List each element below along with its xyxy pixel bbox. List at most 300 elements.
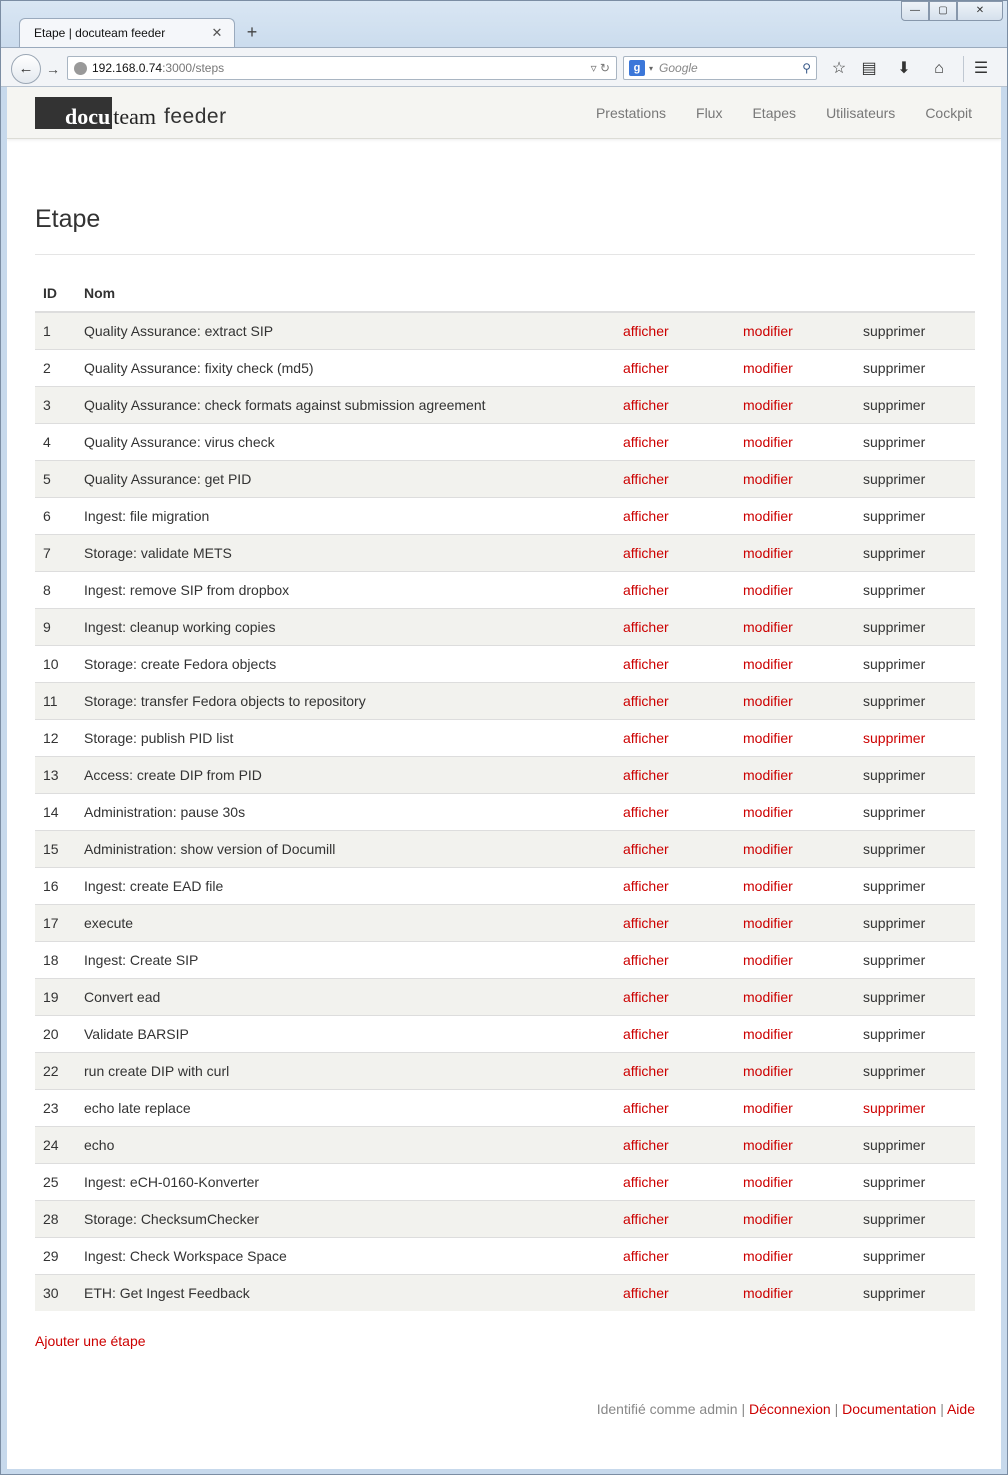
edit-link[interactable]: modifier	[743, 396, 793, 413]
table-row	[35, 1052, 975, 1089]
site-navbar	[7, 87, 1001, 139]
logged-in-text: Identifié comme admin	[596, 1401, 738, 1417]
globe-icon	[74, 62, 87, 75]
show-link[interactable]: afficher	[623, 729, 669, 746]
url-host: 192.168.0.74	[92, 61, 163, 75]
delete-link[interactable]: supprimer	[863, 1284, 926, 1301]
edit-link[interactable]: modifier	[743, 1247, 793, 1264]
step-id: 4	[43, 433, 51, 450]
brand-logo[interactable]	[35, 97, 227, 129]
back-button[interactable]	[11, 54, 41, 84]
table-header-row	[35, 275, 975, 312]
web-page	[7, 87, 1001, 1469]
show-link[interactable]: afficher	[623, 951, 669, 968]
table-cell	[735, 645, 855, 682]
delete-link[interactable]: supprimer	[863, 1136, 926, 1153]
step-id: 9	[43, 618, 51, 635]
edit-link[interactable]: modifier	[743, 433, 793, 450]
step-name: Storage: transfer Fedora objects to repository	[84, 692, 366, 709]
back-arrow-icon: ←	[18, 60, 34, 77]
main-content	[35, 139, 975, 1349]
table-row	[35, 571, 975, 608]
table-cell	[35, 1052, 76, 1089]
table-cell	[76, 719, 615, 756]
step-id: 2	[43, 359, 51, 376]
table-cell	[76, 1163, 615, 1200]
show-link[interactable]: afficher	[623, 655, 669, 672]
table-cell	[35, 423, 76, 460]
show-link[interactable]: afficher	[623, 507, 669, 524]
header-edit	[735, 275, 855, 312]
show-link[interactable]: afficher	[623, 1025, 669, 1042]
show-link[interactable]: afficher	[623, 1284, 669, 1301]
table-cell	[735, 682, 855, 719]
new-tab-button[interactable]: +	[246, 22, 258, 42]
table-cell	[735, 349, 855, 386]
table-cell	[35, 386, 76, 423]
table-row	[35, 349, 975, 386]
table-cell	[35, 460, 76, 497]
add-step-link[interactable]: Ajouter une étape	[35, 1333, 146, 1349]
footer-separator: |	[741, 1401, 746, 1417]
step-name: Validate BARSIP	[84, 1025, 189, 1042]
table-cell	[35, 904, 76, 941]
table-cell	[76, 904, 615, 941]
table-cell	[615, 1200, 735, 1237]
delete-link[interactable]: supprimer	[863, 951, 926, 968]
step-name: Storage: publish PID list	[84, 729, 234, 746]
step-id: 19	[43, 988, 59, 1005]
tab-strip	[1, 1, 1007, 47]
show-link[interactable]: afficher	[623, 914, 669, 931]
delete-link[interactable]: supprimer	[863, 433, 926, 450]
table-cell	[855, 978, 975, 1015]
table-cell	[35, 1015, 76, 1052]
header-show	[615, 275, 735, 312]
table-cell	[76, 497, 615, 534]
table-cell	[735, 1163, 855, 1200]
delete-link[interactable]: supprimer	[863, 692, 926, 709]
step-id: 16	[43, 877, 59, 894]
step-name: Ingest: create EAD file	[84, 877, 224, 894]
footer-separator: |	[940, 1401, 944, 1417]
step-id: 8	[43, 581, 51, 598]
download-icon[interactable]: ⬇	[897, 60, 911, 77]
window-close-button[interactable]: ✕	[957, 1, 1003, 21]
edit-link[interactable]: modifier	[743, 581, 793, 598]
delete-link[interactable]: supprimer	[863, 618, 926, 635]
show-link[interactable]: afficher	[623, 581, 669, 598]
edit-link[interactable]: modifier	[743, 914, 793, 931]
delete-link[interactable]: supprimer	[863, 470, 926, 487]
table-cell	[855, 1089, 975, 1126]
edit-link[interactable]: modifier	[743, 618, 793, 635]
table-row	[35, 1126, 975, 1163]
delete-link[interactable]: supprimer	[863, 729, 926, 746]
delete-link[interactable]: supprimer	[863, 581, 926, 598]
delete-link[interactable]: supprimer	[863, 359, 926, 376]
table-row	[35, 1237, 975, 1274]
table-cell	[735, 941, 855, 978]
edit-link[interactable]: modifier	[743, 840, 793, 857]
table-row	[35, 904, 975, 941]
table-row	[35, 645, 975, 682]
edit-link[interactable]: modifier	[743, 729, 793, 746]
table-cell	[735, 460, 855, 497]
table-cell	[855, 386, 975, 423]
table-row	[35, 423, 975, 460]
step-name: Quality Assurance: check formats against submission agreement	[84, 396, 486, 413]
table-cell	[76, 682, 615, 719]
menu-icon[interactable]: ☰	[973, 60, 989, 77]
search-bar[interactable]	[623, 56, 817, 80]
show-link[interactable]: afficher	[623, 433, 669, 450]
forward-arrow-icon: →	[46, 61, 60, 77]
url-bar[interactable]	[67, 56, 617, 80]
step-name: Ingest: Check Workspace Space	[84, 1247, 287, 1264]
show-link[interactable]: afficher	[623, 1099, 669, 1116]
table-row	[35, 497, 975, 534]
table-cell	[76, 534, 615, 571]
show-link[interactable]: afficher	[623, 618, 669, 635]
menu-item-flux[interactable]: Flux	[696, 105, 723, 121]
table-cell	[35, 497, 76, 534]
table-cell	[855, 904, 975, 941]
table-cell	[35, 1274, 76, 1311]
table-cell	[76, 645, 615, 682]
table-cell	[615, 1089, 735, 1126]
table-cell	[35, 608, 76, 645]
edit-link[interactable]: modifier	[743, 951, 793, 968]
step-id: 30	[43, 1284, 59, 1301]
delete-link[interactable]: supprimer	[863, 914, 926, 931]
delete-link[interactable]: supprimer	[863, 544, 926, 561]
table-cell	[35, 1163, 76, 1200]
table-cell	[855, 1015, 975, 1052]
table-cell	[615, 867, 735, 904]
show-link[interactable]: afficher	[623, 766, 669, 783]
edit-link[interactable]: modifier	[743, 1136, 793, 1153]
step-name: Ingest: cleanup working copies	[84, 618, 276, 635]
table-cell	[615, 460, 735, 497]
home-icon[interactable]: ⌂	[934, 60, 944, 77]
minimize-button[interactable]: —	[901, 1, 929, 21]
table-cell	[615, 1274, 735, 1311]
tab-close-icon[interactable]: ✕	[211, 25, 223, 40]
search-engine-dropdown-icon[interactable]: ▾	[649, 63, 654, 73]
table-cell	[76, 460, 615, 497]
delete-link[interactable]: supprimer	[863, 1099, 926, 1116]
table-row	[35, 867, 975, 904]
show-link[interactable]: afficher	[623, 1136, 669, 1153]
step-id: 15	[43, 840, 59, 857]
delete-link[interactable]: supprimer	[863, 322, 926, 339]
steps-table	[35, 275, 975, 1311]
table-cell	[855, 608, 975, 645]
show-link[interactable]: afficher	[623, 1173, 669, 1190]
step-name: Ingest: file migration	[84, 507, 210, 524]
menu-item-utilisateurs[interactable]: Utilisateurs	[826, 105, 896, 121]
delete-link[interactable]: supprimer	[863, 655, 926, 672]
show-link[interactable]: afficher	[623, 1210, 669, 1227]
help-link[interactable]: Aide	[946, 1401, 975, 1417]
table-cell	[35, 756, 76, 793]
table-cell	[855, 571, 975, 608]
table-cell	[615, 349, 735, 386]
table-cell	[735, 904, 855, 941]
forward-button[interactable]	[41, 57, 65, 81]
delete-link[interactable]: supprimer	[863, 988, 926, 1005]
table-cell	[855, 1126, 975, 1163]
edit-link[interactable]: modifier	[743, 322, 793, 339]
edit-link[interactable]: modifier	[743, 692, 793, 709]
table-cell	[735, 1274, 855, 1311]
table-cell	[855, 1274, 975, 1311]
step-id: 18	[43, 951, 59, 968]
delete-link[interactable]: supprimer	[863, 1247, 926, 1264]
menu-item-etapes[interactable]: Etapes	[752, 105, 797, 121]
show-link[interactable]: afficher	[623, 396, 669, 413]
step-name: Access: create DIP from PID	[84, 766, 262, 783]
edit-link[interactable]: modifier	[743, 766, 793, 783]
table-cell	[855, 719, 975, 756]
step-id: 23	[43, 1099, 59, 1116]
table-cell	[735, 978, 855, 1015]
table-row	[35, 719, 975, 756]
delete-link[interactable]: supprimer	[863, 766, 926, 783]
toolbar-divider	[963, 56, 964, 82]
table-cell	[735, 312, 855, 349]
table-cell	[76, 1200, 615, 1237]
step-id: 10	[43, 655, 59, 672]
show-link[interactable]: afficher	[623, 322, 669, 339]
table-cell	[615, 904, 735, 941]
table-cell	[35, 867, 76, 904]
page-footer	[597, 1401, 975, 1417]
table-cell	[615, 571, 735, 608]
table-cell	[735, 534, 855, 571]
menu-item-prestations[interactable]: Prestations	[595, 105, 667, 121]
page-title: Etape	[35, 205, 101, 233]
table-cell	[855, 497, 975, 534]
table-cell	[735, 1237, 855, 1274]
table-cell	[735, 497, 855, 534]
table-row	[35, 460, 975, 497]
step-id: 1	[43, 322, 51, 339]
table-row	[35, 312, 975, 349]
step-name: Storage: validate METS	[84, 544, 232, 561]
table-cell	[855, 460, 975, 497]
show-link[interactable]: afficher	[623, 544, 669, 561]
step-id: 29	[43, 1247, 59, 1264]
table-cell	[615, 941, 735, 978]
table-row	[35, 1274, 975, 1311]
table-cell	[76, 867, 615, 904]
table-cell	[735, 423, 855, 460]
show-link[interactable]: afficher	[623, 988, 669, 1005]
window-controls	[901, 1, 1003, 21]
edit-link[interactable]: modifier	[743, 988, 793, 1005]
table-cell	[76, 571, 615, 608]
table-cell	[855, 1237, 975, 1274]
table-cell	[615, 645, 735, 682]
table-cell	[615, 1015, 735, 1052]
step-name: Ingest: remove SIP from dropbox	[84, 581, 290, 598]
edit-link[interactable]: modifier	[743, 877, 793, 894]
table-cell	[35, 1089, 76, 1126]
table-cell	[615, 1237, 735, 1274]
table-cell	[76, 312, 615, 349]
documentation-link[interactable]: Documentation	[842, 1401, 937, 1417]
table-cell	[735, 1015, 855, 1052]
brand-feeder: feeder	[164, 105, 227, 128]
table-row	[35, 941, 975, 978]
browser-tab[interactable]	[19, 18, 235, 47]
step-id: 14	[43, 803, 59, 820]
table-cell	[76, 1015, 615, 1052]
table-cell	[855, 534, 975, 571]
table-row	[35, 386, 975, 423]
delete-link[interactable]: supprimer	[863, 803, 926, 820]
edit-link[interactable]: modifier	[743, 470, 793, 487]
table-cell	[855, 941, 975, 978]
maximize-button[interactable]: ▢	[929, 1, 957, 21]
step-id: 17	[43, 914, 59, 931]
table-cell	[735, 1089, 855, 1126]
delete-link[interactable]: supprimer	[863, 1062, 926, 1079]
step-id: 28	[43, 1210, 59, 1227]
bookmarks-list-icon[interactable]: ▤	[861, 60, 877, 77]
step-id: 5	[43, 470, 51, 487]
edit-link[interactable]: modifier	[743, 544, 793, 561]
table-cell	[615, 1126, 735, 1163]
step-name: Storage: create Fedora objects	[84, 655, 277, 672]
step-id: 24	[43, 1136, 59, 1153]
edit-link[interactable]: modifier	[743, 1025, 793, 1042]
table-cell	[855, 312, 975, 349]
table-cell	[76, 941, 615, 978]
table-row	[35, 830, 975, 867]
edit-link[interactable]: modifier	[743, 1173, 793, 1190]
show-link[interactable]: afficher	[623, 1062, 669, 1079]
table-cell	[615, 534, 735, 571]
table-cell	[615, 608, 735, 645]
bookmark-star-icon[interactable]: ☆	[831, 60, 847, 77]
table-cell	[35, 534, 76, 571]
header-delete	[855, 275, 975, 312]
delete-link[interactable]: supprimer	[863, 840, 926, 857]
table-cell	[35, 1126, 76, 1163]
table-cell	[735, 1200, 855, 1237]
search-icon[interactable]: ⚲	[802, 61, 811, 75]
table-cell	[615, 423, 735, 460]
table-cell	[35, 941, 76, 978]
table-cell	[76, 349, 615, 386]
reload-icon[interactable]: ▿ ↻	[590, 61, 610, 75]
table-cell	[855, 349, 975, 386]
step-id: 25	[43, 1173, 59, 1190]
header-id: ID	[35, 275, 76, 312]
table-cell	[35, 978, 76, 1015]
table-cell	[735, 571, 855, 608]
header-name: Nom	[76, 275, 615, 312]
step-id: 3	[43, 396, 51, 413]
table-cell	[35, 1237, 76, 1274]
step-id: 6	[43, 507, 51, 524]
edit-link[interactable]: modifier	[743, 803, 793, 820]
delete-link[interactable]: supprimer	[863, 396, 926, 413]
edit-link[interactable]: modifier	[743, 1062, 793, 1079]
brand-team: team	[113, 104, 157, 129]
table-row	[35, 793, 975, 830]
step-name: echo	[84, 1136, 115, 1153]
edit-link[interactable]: modifier	[743, 1284, 793, 1301]
table-cell	[855, 793, 975, 830]
table-cell	[735, 756, 855, 793]
edit-link[interactable]: modifier	[743, 655, 793, 672]
delete-link[interactable]: supprimer	[863, 1173, 926, 1190]
logout-link[interactable]: Déconnexion	[748, 1401, 831, 1417]
table-cell	[76, 1126, 615, 1163]
edit-link[interactable]: modifier	[743, 1099, 793, 1116]
step-id: 13	[43, 766, 59, 783]
delete-link[interactable]: supprimer	[863, 1025, 926, 1042]
step-name: Quality Assurance: get PID	[84, 470, 252, 487]
table-cell	[76, 423, 615, 460]
show-link[interactable]: afficher	[623, 359, 669, 376]
table-cell	[735, 1052, 855, 1089]
search-placeholder: Google	[659, 61, 698, 75]
table-cell	[855, 1052, 975, 1089]
show-link[interactable]: afficher	[623, 840, 669, 857]
menu-item-cockpit[interactable]: Cockpit	[925, 105, 972, 121]
delete-link[interactable]: supprimer	[863, 1210, 926, 1227]
table-cell	[615, 719, 735, 756]
step-name: Administration: pause 30s	[84, 803, 246, 820]
table-row	[35, 1015, 975, 1052]
table-cell	[35, 793, 76, 830]
url-path: :3000/steps	[162, 61, 225, 75]
step-name: echo late replace	[84, 1099, 191, 1116]
table-row	[35, 978, 975, 1015]
edit-link[interactable]: modifier	[743, 1210, 793, 1227]
step-id: 7	[43, 544, 51, 561]
show-link[interactable]: afficher	[623, 692, 669, 709]
table-cell	[615, 497, 735, 534]
delete-link[interactable]: supprimer	[863, 877, 926, 894]
table-cell	[35, 682, 76, 719]
delete-link[interactable]: supprimer	[863, 507, 926, 524]
show-link[interactable]: afficher	[623, 877, 669, 894]
table-cell	[735, 793, 855, 830]
table-cell	[735, 386, 855, 423]
show-link[interactable]: afficher	[623, 803, 669, 820]
table-cell	[855, 423, 975, 460]
table-row	[35, 1089, 975, 1126]
show-link[interactable]: afficher	[623, 1247, 669, 1264]
edit-link[interactable]: modifier	[743, 359, 793, 376]
table-cell	[35, 571, 76, 608]
show-link[interactable]: afficher	[623, 470, 669, 487]
step-name: Ingest: Create SIP	[84, 951, 199, 968]
table-cell	[735, 830, 855, 867]
table-cell	[855, 682, 975, 719]
step-name: run create DIP with curl	[84, 1062, 230, 1079]
table-cell	[735, 608, 855, 645]
footer-separator: |	[834, 1401, 839, 1417]
table-cell	[35, 830, 76, 867]
edit-link[interactable]: modifier	[743, 507, 793, 524]
